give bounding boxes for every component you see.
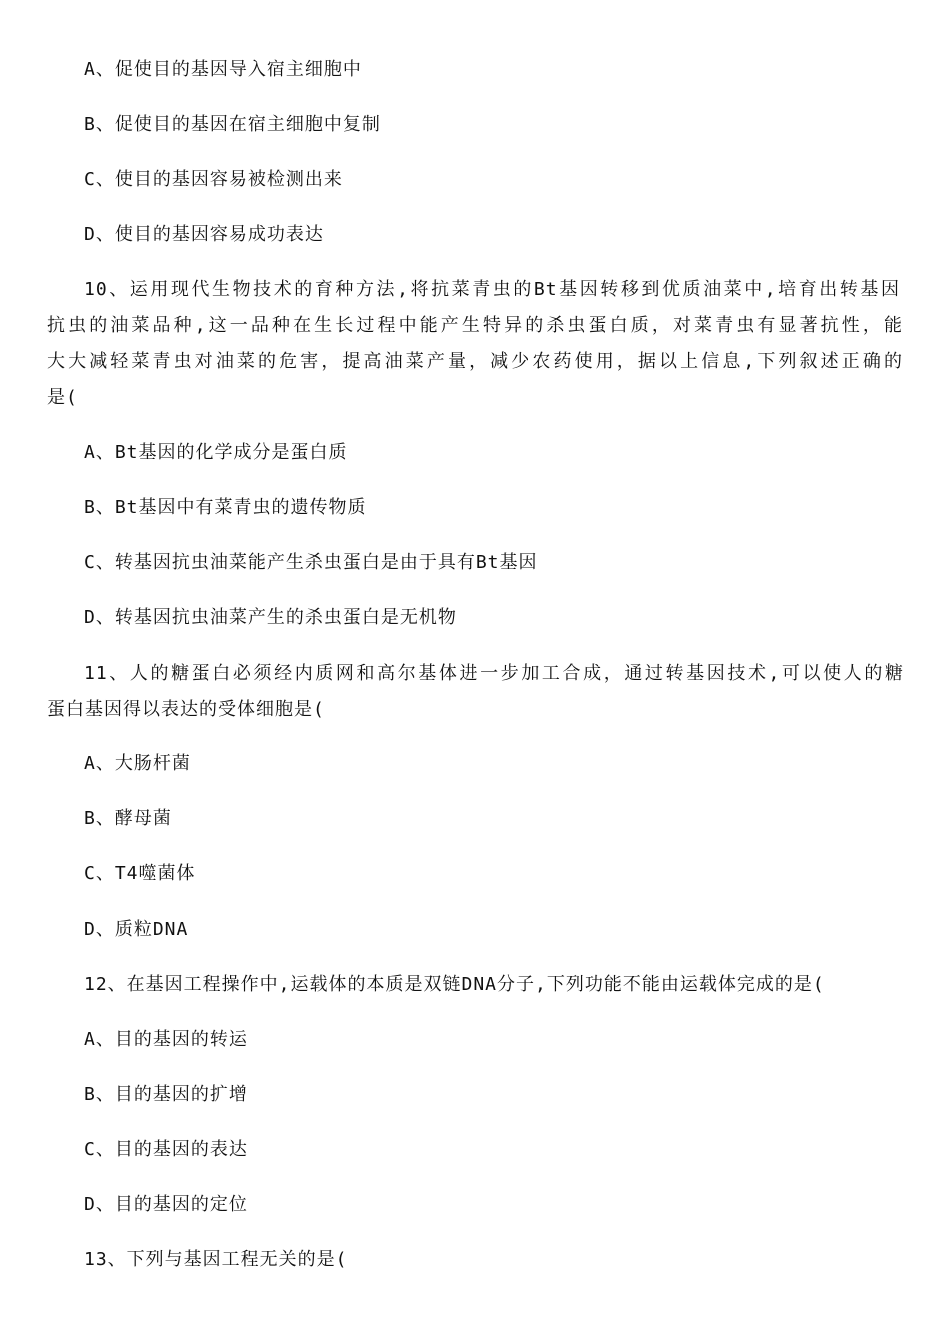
q12-option-c: C、目的基因的表达 [84, 1139, 248, 1160]
q12-option-b: B、目的基因的扩增 [84, 1084, 248, 1105]
q11-option-c: C、T4噬菌体 [84, 863, 196, 884]
q11-stem-line-1: 11、人的糖蛋白必须经内质网和高尔基体进一步加工合成，通过转基因技术,可以使人的糖 [84, 663, 904, 684]
q9-option-c: C、使目的基因容易被检测出来 [84, 169, 343, 190]
q12-stem-line-1: 12、在基因工程操作中,运载体的本质是双链DNA分子,下列功能不能由运载体完成的是( [84, 974, 825, 995]
q11-option-a: A、大肠杆菌 [84, 753, 191, 774]
q10-option-b: B、Bt基因中有菜青虫的遗传物质 [84, 497, 367, 518]
q10-option-c: C、转基因抗虫油菜能产生杀虫蛋白是由于具有Bt基因 [84, 552, 538, 573]
q10-option-d: D、转基因抗虫油菜产生的杀虫蛋白是无机物 [84, 607, 457, 628]
q11-stem-line-2: 蛋白基因得以表达的受体细胞是( [47, 699, 325, 720]
q9-option-b: B、促使目的基因在宿主细胞中复制 [84, 114, 381, 135]
q12-option-d: D、目的基因的定位 [84, 1194, 248, 1215]
q10-stem-line-1: 10、运用现代生物技术的育种方法,将抗菜青虫的Bt基因转移到优质油菜中,培育出转基因 [84, 279, 900, 300]
q11-option-d: D、质粒DNA [84, 919, 189, 940]
q9-option-a: A、促使目的基因导入宿主细胞中 [84, 59, 362, 80]
q10-stem-line-3: 大大减轻菜青虫对油菜的危害，提高油菜产量，减少农药使用，据以上信息,下列叙述正确的 [47, 351, 903, 372]
q10-option-a: A、Bt基因的化学成分是蛋白质 [84, 442, 348, 463]
q9-option-d: D、使目的基因容易成功表达 [84, 224, 324, 245]
q10-stem-line-4: 是( [47, 387, 78, 408]
q10-stem-line-2: 抗虫的油菜品种,这一品种在生长过程中能产生特异的杀虫蛋白质，对菜青虫有显著抗性，能 [47, 315, 903, 336]
q13-stem-line-1: 13、下列与基因工程无关的是( [84, 1249, 348, 1270]
q12-option-a: A、目的基因的转运 [84, 1029, 248, 1050]
q11-option-b: B、酵母菌 [84, 808, 172, 829]
